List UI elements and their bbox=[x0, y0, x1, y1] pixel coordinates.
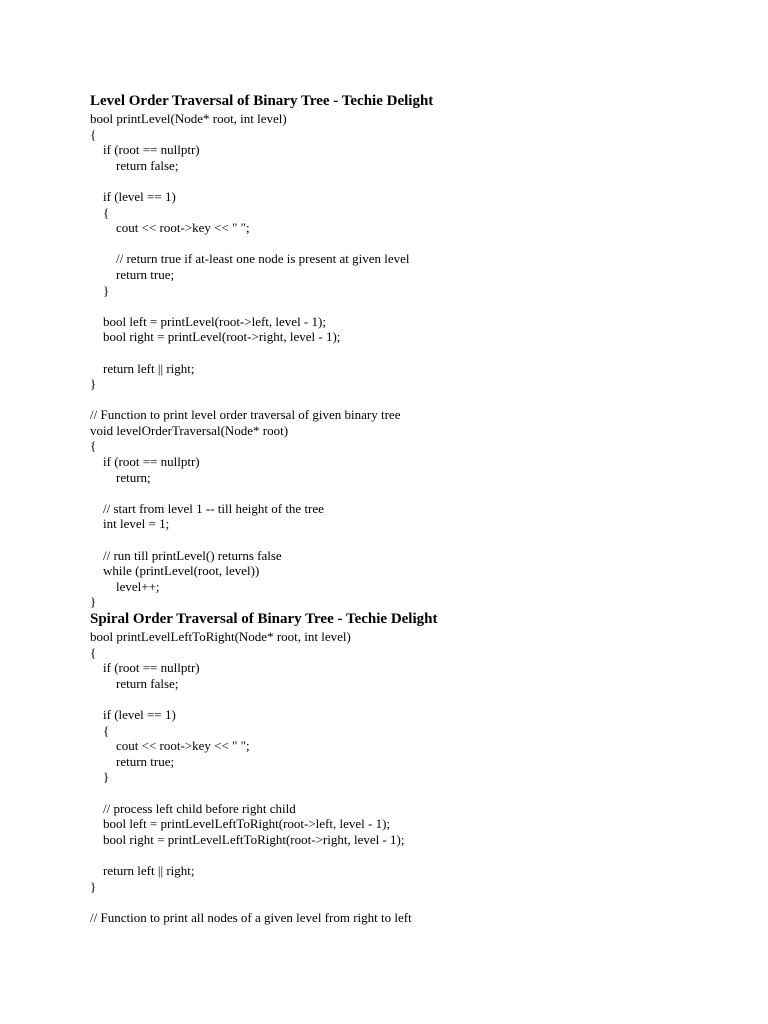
code-line: return false; bbox=[90, 157, 179, 173]
code-line: { bbox=[90, 126, 97, 142]
code-block bbox=[90, 111, 730, 610]
code-line bbox=[90, 345, 730, 361]
code-line: void levelOrderTraversal(Node* root) bbox=[90, 422, 289, 438]
code-line: // start from level 1 -- till height of the tree bbox=[90, 500, 324, 516]
code-line: } bbox=[90, 282, 110, 298]
code-line bbox=[90, 392, 730, 408]
code-line bbox=[90, 785, 730, 801]
code-block bbox=[90, 629, 730, 925]
code-line bbox=[90, 532, 730, 548]
code-line: { bbox=[90, 644, 97, 660]
code-line: return; bbox=[90, 469, 151, 485]
code-line: // run till printLevel() returns false bbox=[90, 547, 282, 563]
code-line: } bbox=[90, 594, 97, 610]
code-line: return true; bbox=[90, 753, 175, 769]
code-line bbox=[90, 173, 730, 189]
code-line: bool right = printLevelLeftToRight(root->right, level - 1); bbox=[90, 831, 405, 847]
code-line: bool printLevel(Node* root, int level) bbox=[90, 111, 287, 126]
code-line: } bbox=[90, 376, 97, 392]
code-line: { bbox=[90, 438, 97, 454]
code-line: cout << root->key << " "; bbox=[90, 738, 250, 754]
code-line: // process left child before right child bbox=[90, 800, 296, 816]
code-line: bool left = printLevel(root->left, level - 1); bbox=[90, 313, 326, 329]
code-line: cout << root->key << " "; bbox=[90, 220, 250, 236]
code-line: int level = 1; bbox=[90, 516, 170, 532]
code-line bbox=[90, 298, 730, 314]
code-line: { bbox=[90, 204, 110, 220]
code-line: // Function to print level order traversal of given binary tree bbox=[90, 407, 401, 423]
code-line: bool left = printLevelLeftToRight(root->left, level - 1); bbox=[90, 816, 391, 832]
code-line bbox=[90, 236, 730, 252]
section-title: Spiral Order Traversal of Binary Tree - Techie Delight bbox=[90, 611, 438, 627]
code-line: level++; bbox=[90, 578, 160, 594]
code-line: while (printLevel(root, level)) bbox=[90, 563, 260, 579]
code-line: } bbox=[90, 878, 97, 894]
section-level-order bbox=[90, 92, 730, 610]
code-line: } bbox=[90, 769, 110, 785]
document-page bbox=[90, 92, 730, 925]
code-line: bool printLevelLeftToRight(Node* root, int level) bbox=[90, 629, 351, 644]
code-line: return true; bbox=[90, 266, 175, 282]
code-line bbox=[90, 847, 730, 863]
code-line: if (root == nullptr) bbox=[90, 142, 200, 158]
code-line: // return true if at-least one node is present at given level bbox=[90, 251, 410, 267]
code-line: if (root == nullptr) bbox=[90, 660, 200, 676]
code-line: if (root == nullptr) bbox=[90, 454, 200, 470]
code-line bbox=[90, 485, 730, 501]
code-line: if (level == 1) bbox=[90, 706, 176, 722]
code-line: // Function to print all nodes of a given level from right to left bbox=[90, 909, 412, 925]
code-line bbox=[90, 691, 730, 707]
code-line: return left || right; bbox=[90, 360, 195, 376]
section-title: Level Order Traversal of Binary Tree - Techie Delight bbox=[90, 93, 434, 109]
code-line: if (level == 1) bbox=[90, 188, 176, 204]
code-line: { bbox=[90, 722, 110, 738]
code-line bbox=[90, 894, 730, 910]
section-spiral-order bbox=[90, 610, 730, 925]
code-line: return false; bbox=[90, 675, 179, 691]
code-line: bool right = printLevel(root->right, level - 1); bbox=[90, 329, 341, 345]
code-line: return left || right; bbox=[90, 862, 195, 878]
